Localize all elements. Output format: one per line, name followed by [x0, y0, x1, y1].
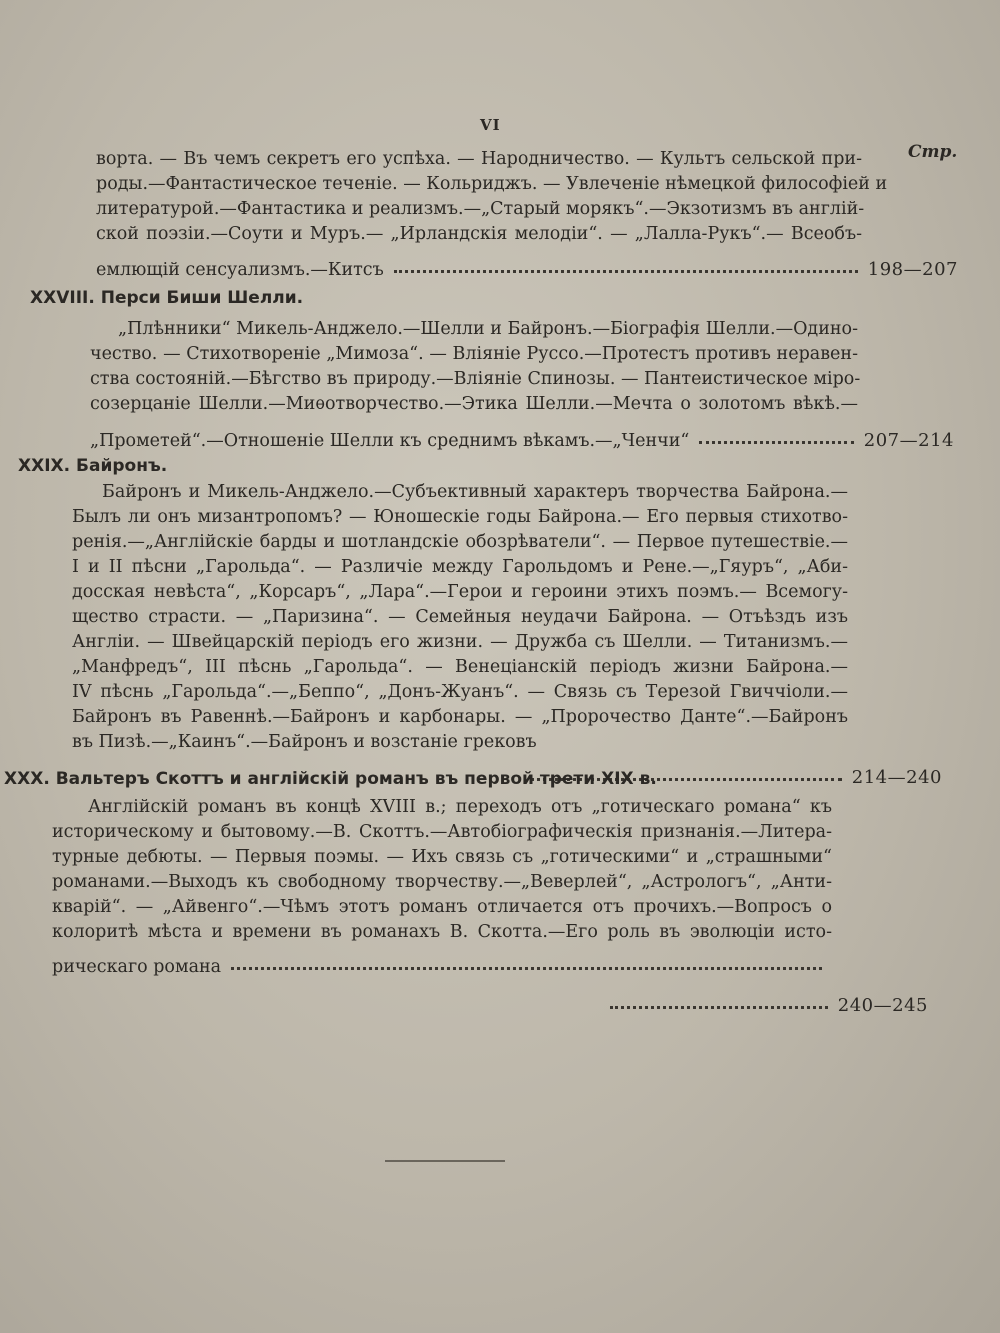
page-range: 198—207 [867, 259, 958, 280]
page-range: 214—240 [851, 767, 942, 788]
entry-line: чество. — Стихотвореніе „Мимоза“. — Вліяніе Руссо.—Протестъ противъ неравен- [90, 344, 858, 364]
dot-leader [231, 963, 822, 970]
page-column-label: Стр. [908, 142, 958, 162]
entry-line: Байронъ въ Равеннѣ.—Байронъ и карбонары. — „Пророчество Данте“.—Байронъ [72, 707, 848, 727]
chapter-heading[interactable]: XXVIII. Перси Биши Шелли. [30, 288, 304, 308]
entry-line: щество страсти. — „Паризина“. — Семейныя неудачи Байрона. — Отъѣздъ изъ [72, 607, 848, 627]
entry-line: рическаго романа [52, 957, 222, 977]
page-number: VI [480, 116, 501, 134]
entry-line: Англійскій романъ въ концѣ XVIII в.; переходъ отъ „готическаго романа“ къ [88, 797, 832, 817]
toc-entry-continuation [96, 147, 888, 247]
entry-line: созерцаніе Шелли.—Миѳотворчество.—Этика Шелли.—Мечта о золотомъ вѣкѣ.— [90, 394, 858, 414]
entry-line: колоритѣ мѣста и времени въ романахъ В. Скотта.—Его роль въ эволюціи исто- [52, 922, 832, 942]
footer-divider [385, 1160, 505, 1162]
entry-line: I и II пѣсни „Гарольда“. — Различіе между Гарольдомъ и Рене.—„Гяуръ“, „Аби- [72, 557, 848, 577]
toc-entry-scott [52, 795, 832, 945]
entry-line: турные дебюты. — Первыя поэмы. — Ихъ связь съ „готическими“ и „страшными“ [52, 847, 832, 867]
toc-entry-shelley [90, 317, 861, 417]
chapter-heading[interactable]: XXX. Вальтеръ Скоттъ и англійскій романъ въ первой трети XIX в. [4, 769, 657, 789]
page-range: 207—214 [863, 430, 954, 451]
entry-line: „Манфредъ“, III пѣснь „Гарольда“. — Венеціанскій періодъ жизни Байрона.— [72, 657, 848, 677]
toc-entry-leader [90, 428, 954, 454]
entry-line: досская невѣста“, „Корсаръ“, „Лара“.—Герои и героини этихъ поэмъ.— Всемогу- [72, 582, 848, 602]
toc-entry-leader [52, 955, 832, 980]
entry-line: романами.—Выходъ къ свободному творчеству.—„Веверлей“, „Астрологъ“, „Анти- [52, 872, 832, 892]
entry-line: ской поэзіи.—Соути и Муръ.— „Ирландскія мелодіи“. — „Лалла-Рукъ“.— Всеобъ- [96, 224, 862, 244]
entry-line: литературой.—Фантастика и реализмъ.—„Старый морякъ“.—Экзотизмъ въ англій- [96, 199, 865, 219]
entry-line: въ Пизѣ.—„Каинъ“.—Байронъ и возстаніе грековъ [72, 732, 537, 752]
entry-line: „Плѣнники“ Микель-Анджело.—Шелли и Байронъ.—Біографія Шелли.—Одино- [118, 319, 858, 339]
entry-line: ворта. — Въ чемъ секретъ его успѣха. — Народничество. — Культъ сельской при- [96, 149, 862, 169]
entry-line: историческому и бытовому.—В. Скоттъ.—Автобіографическія признанія.—Литера- [52, 822, 832, 842]
page-range: 240—245 [837, 995, 928, 1016]
entry-line: кварій“. — „Айвенго“.—Чѣмъ этотъ романъ отличается отъ прочихъ.—Вопросъ о [52, 897, 832, 917]
entry-line: „Прометей“.—Отношеніе Шелли къ среднимъ вѣкамъ.—„Ченчи“ [90, 431, 690, 451]
entry-line: ства состояній.—Бѣгство въ природу.—Вліяніе Спинозы. — Пантеистическое міро- [90, 369, 861, 389]
toc-entry-leader [600, 993, 928, 1018]
entry-line: роды.—Фантастическое теченіе. — Кольриджъ. — Увлеченіе нѣмецкой философіей и [96, 174, 888, 194]
entry-line: IV пѣснь „Гарольда“.—„Беппо“, „Донъ-Жуанъ“. — Связь съ Терезой Гвиччіоли.— [72, 682, 848, 702]
dot-leader [610, 1002, 828, 1009]
entry-line: ренія.—„Англійскіе барды и шотландскіе обозрѣватели“. — Первое путешествіе.— [72, 532, 848, 552]
entry-line: Байронъ и Микель-Анджело.—Субъективный характеръ творчества Байрона.— [102, 482, 848, 502]
toc-entry-byron [72, 480, 848, 755]
dot-leader [394, 266, 858, 273]
entry-line: емлющій сенсуализмъ.—Китсъ [96, 260, 384, 280]
chapter-heading[interactable]: XXIX. Байронъ. [18, 456, 168, 476]
toc-entry-leader [96, 257, 958, 283]
entry-line: Былъ ли онъ мизантропомъ? — Юношескіе годы Байрона.— Его первыя стихотво- [72, 507, 848, 527]
entry-line: Англіи. — Швейцарскій періодъ его жизни. — Дружба съ Шелли. — Титанизмъ.— [72, 632, 848, 652]
dot-leader [699, 437, 853, 444]
